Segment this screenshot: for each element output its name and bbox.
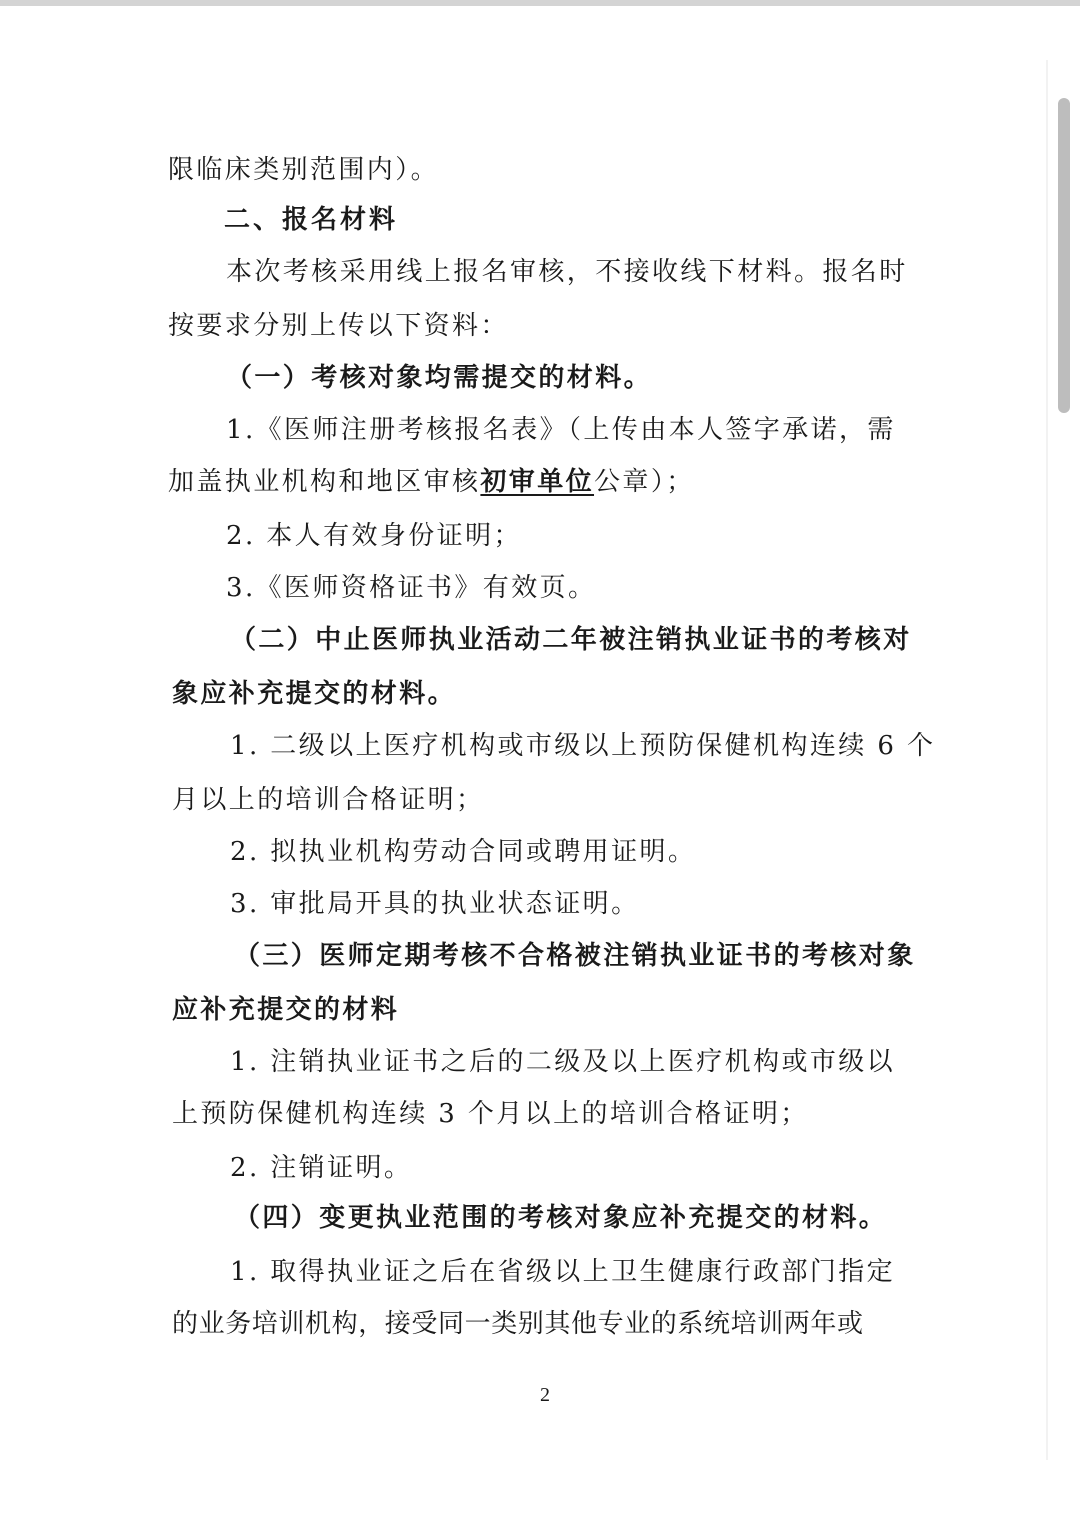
text-line: 2. 拟执业机构劳动合同或聘用证明。 — [230, 837, 697, 867]
subsection-heading: （三）医师定期考核不合格被注销执业证书的考核对象 — [234, 941, 916, 971]
page-number: 2 — [540, 1384, 550, 1406]
text-line: 1. 取得执业证之后在省级以上卫生健康行政部门指定 — [230, 1257, 896, 1287]
page-edge — [1046, 60, 1048, 1460]
document-page — [0, 6, 1048, 1521]
text-line: 限临床类别范围内）。 — [168, 155, 440, 185]
subsection-heading: （四）变更执业范围的考核对象应补充提交的材料。 — [234, 1203, 888, 1233]
text-line: 2. 本人有效身份证明； — [226, 521, 522, 551]
subsection-heading-cont: 象应补充提交的材料。 — [172, 679, 457, 709]
subsection-heading: （一）考核对象均需提交的材料。 — [226, 363, 653, 393]
text-line: 1. 注销执业证书之后的二级及以上医疗机构或市级以 — [230, 1047, 896, 1077]
subsection-heading-cont: 应补充提交的材料 — [172, 995, 400, 1025]
text-line: 1.《医师注册考核报名表》（上传由本人签字承诺，需 — [226, 415, 896, 445]
scrollbar-thumb[interactable] — [1058, 98, 1070, 413]
link-initial-review-unit[interactable]: 初审单位 — [480, 467, 595, 497]
section-heading: 二、报名材料 — [224, 205, 399, 235]
text-line: 月以上的培训合格证明； — [172, 785, 485, 815]
text-line: 上预防保健机构连续 3 个月以上的培训合格证明； — [172, 1099, 809, 1129]
text-line: 本次考核采用线上报名审核，不接收线下材料。报名时 — [226, 257, 908, 287]
text-line: 3.《医师资格证书》有效页。 — [226, 573, 597, 603]
text-line-with-link — [168, 466, 695, 498]
text-line: 2. 注销证明。 — [230, 1153, 413, 1183]
text-segment: 加盖执业机构和地区审核 — [168, 467, 481, 497]
text-line: 的业务培训机构，接受同一类别其他专业的系统培训两年或 — [172, 1309, 864, 1339]
text-line: 按要求分别上传以下资料： — [168, 311, 509, 341]
subsection-heading: （二）中止医师执业活动二年被注销执业证书的考核对 — [230, 625, 912, 655]
text-line: 3. 审批局开具的执业状态证明。 — [230, 889, 640, 919]
text-segment: 公章）； — [594, 467, 695, 497]
text-line: 1. 二级以上医疗机构或市级以上预防保健机构连续 6 个 — [230, 731, 936, 761]
